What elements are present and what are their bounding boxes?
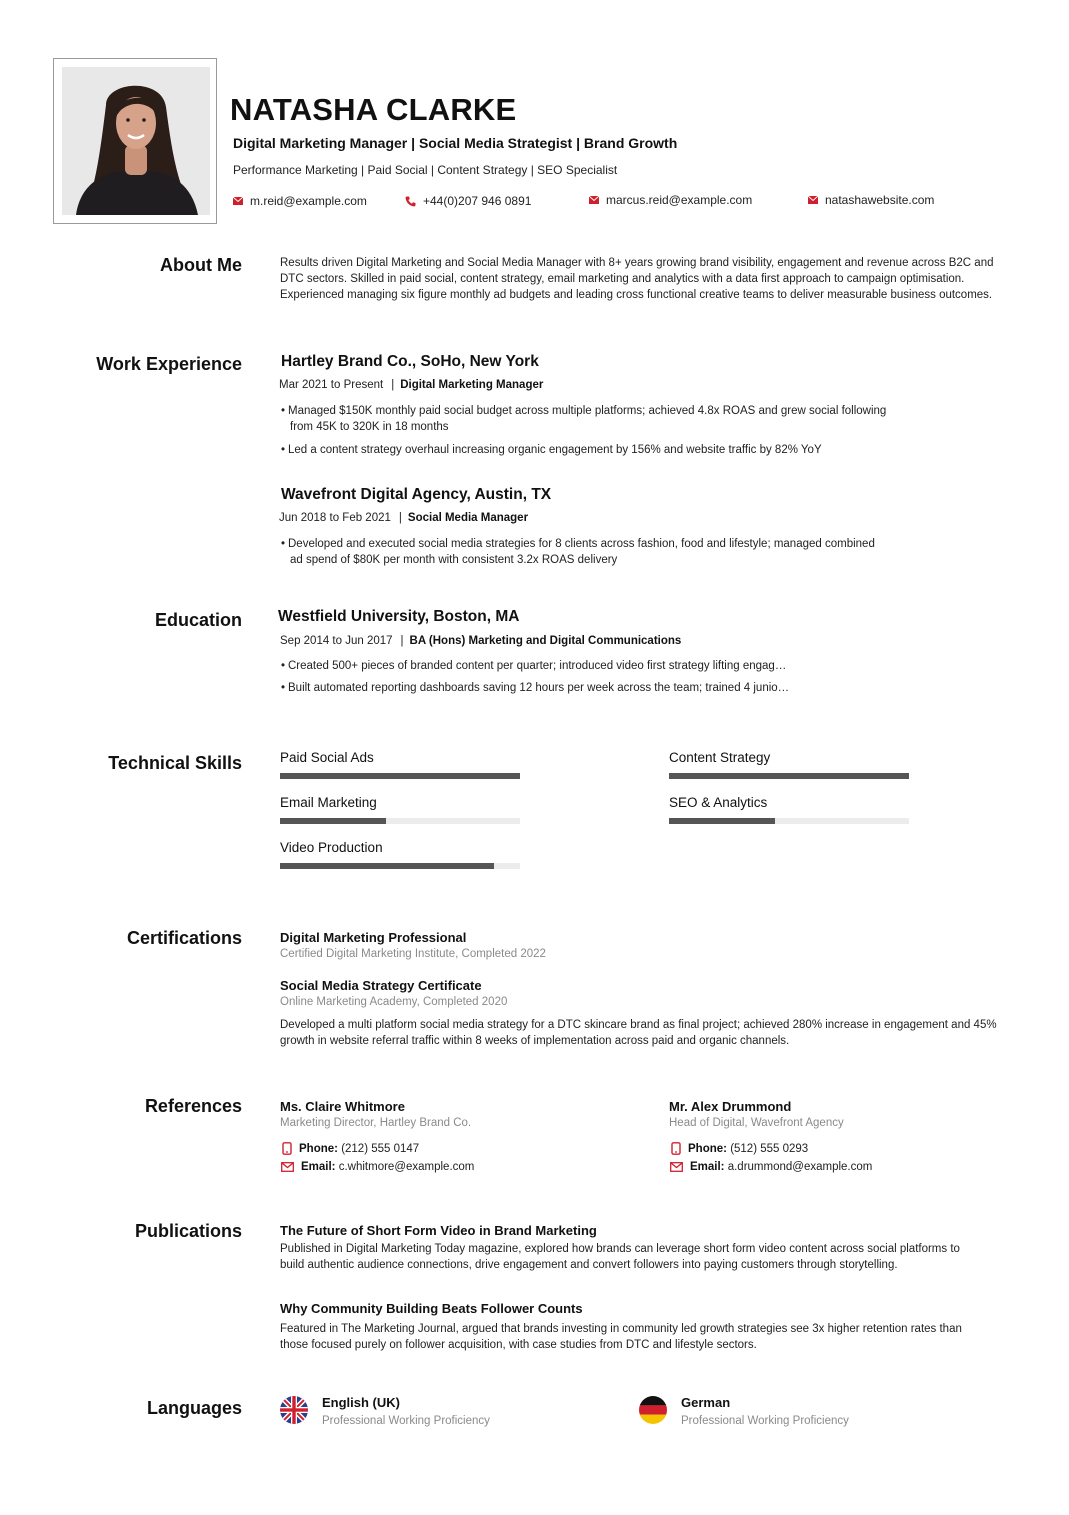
job-company: Wavefront Digital Agency, Austin, TX xyxy=(281,486,552,503)
contact-phone[interactable] xyxy=(405,194,531,208)
about-text: Results driven Digital Marketing and Social Media Manager with 8+ years growing brand visibility, engagement and revenue across B2C and DTC sectors. Skilled in paid social, content strategy, email marketing and analytics with a data first approach to campaign optimisation. Experienced managing six figure monthly ad budgets and leading cross functional creative teams to deliver measurable business outcomes. xyxy=(280,257,994,301)
germany-flag-icon xyxy=(639,1396,667,1424)
reference-name: Mr. Alex Drummond xyxy=(669,1099,792,1114)
skill-bar xyxy=(669,818,909,824)
skill-label: Content Strategy xyxy=(669,750,771,765)
job-role: Digital Marketing Manager xyxy=(400,379,544,391)
reference-phone[interactable]: Phone: (512) 555 0293 xyxy=(671,1142,808,1155)
profile-photo xyxy=(62,67,210,215)
section-title-education: Education xyxy=(154,610,242,630)
job-bullet: • Developed and executed social media strategies for 8 clients across fashion, food and lifestyle; managed combined ad spend of $80K per month with consistent 3.2x ROAS delivery xyxy=(281,538,875,566)
section-title-experience: Work Experience xyxy=(96,354,242,374)
education-bullet: • Built automated reporting dashboards saving 12 hours per week across the team; trained 4 junio… xyxy=(281,682,790,694)
publication-summary: Featured in The Marketing Journal, argued that brands investing in community led growth strategies see 3x higher retention rates than those focused purely on follower acquisition, with case studies from DTC and lifestyle sectors. xyxy=(280,1323,962,1351)
section-title-about: About Me xyxy=(160,255,242,275)
reference-role: Marketing Director, Hartley Brand Co. xyxy=(280,1117,472,1129)
education-degree: BA (Hons) Marketing and Digital Communications xyxy=(409,635,682,647)
candidate-name: NATASHA CLARKE xyxy=(230,92,517,127)
education-dates: Sep 2014 to Jun 2017 xyxy=(280,635,393,647)
language-name: English (UK) xyxy=(322,1395,400,1410)
reference-role: Head of Digital, Wavefront Agency xyxy=(669,1117,844,1129)
publication-summary: Published in Digital Marketing Today magazine, explored how brands can leverage short form video content across social platforms to build authentic audience connections, drive engagement and convert followers into paying customers through storytelling. xyxy=(280,1243,960,1271)
envelope-outline-icon xyxy=(670,1162,683,1172)
contact-email-1-text: m.reid@example.com xyxy=(250,194,367,208)
skill-bar xyxy=(280,863,520,869)
job-meta: Jun 2018 to Feb 2021 | Social Media Manager xyxy=(279,512,529,524)
language-level: Professional Working Proficiency xyxy=(322,1415,490,1427)
envelope-outline-icon xyxy=(281,1162,294,1172)
cert-note: Developed a multi platform social media strategy for a DTC skincare brand as final project; achieved 280% increase in engagement and 45% growth in website referral traffic within 8 weeks of implementation across paid and organic channels. xyxy=(280,1019,997,1047)
skill-label: Paid Social Ads xyxy=(280,750,374,765)
reference-email[interactable]: Email: c.whitmore@example.com xyxy=(281,1161,474,1173)
contact-website[interactable] xyxy=(808,193,934,207)
specialties-line: Performance Marketing | Paid Social | Content Strategy | SEO Specialist xyxy=(233,163,618,177)
mobile-phone-icon xyxy=(671,1142,681,1155)
phone-icon xyxy=(405,196,416,207)
reference-email[interactable]: Email: a.drummond@example.com xyxy=(670,1161,872,1173)
envelope-icon xyxy=(233,197,243,205)
contact-email-1[interactable] xyxy=(233,194,367,208)
contact-website-text: natashawebsite.com xyxy=(825,193,935,207)
section-title-references: References xyxy=(144,1096,242,1116)
mobile-phone-icon xyxy=(282,1142,292,1155)
job-dates: Jun 2018 to Feb 2021 xyxy=(279,512,391,524)
reference-phone[interactable]: Phone: (212) 555 0147 xyxy=(282,1142,419,1155)
language-name: German xyxy=(681,1395,731,1410)
job-dates: Mar 2021 to Present xyxy=(279,379,384,391)
cert-issuer: Online Marketing Academy, Completed 2020 xyxy=(280,996,508,1008)
education-school: Westfield University, Boston, MA xyxy=(278,608,520,625)
contact-email-2-text: marcus.reid@example.com xyxy=(606,193,753,207)
section-title-publications: Publications xyxy=(134,1221,242,1241)
cert-title: Social Media Strategy Certificate xyxy=(280,978,482,993)
section-title-skills: Technical Skills xyxy=(108,753,242,773)
cert-title: Digital Marketing Professional xyxy=(280,930,467,945)
skill-bar xyxy=(280,818,520,824)
envelope-icon xyxy=(808,196,818,204)
uk-flag-icon xyxy=(280,1396,308,1424)
job-bullet: • Managed $150K monthly paid social budget across multiple platforms; achieved 4.8x ROAS and grew social following from 45K to 320K in 18 months xyxy=(281,405,887,433)
contact-phone-text: +44(0)207 946 0891 xyxy=(423,194,532,208)
skill-label: Email Marketing xyxy=(280,795,377,810)
reference-name: Ms. Claire Whitmore xyxy=(280,1099,405,1114)
education-bullet: • Created 500+ pieces of branded content per quarter; introduced video first strategy lifting engag… xyxy=(281,660,787,672)
language-level: Professional Working Proficiency xyxy=(681,1415,849,1427)
job-company: Hartley Brand Co., SoHo, New York xyxy=(281,353,539,370)
contact-email-2[interactable] xyxy=(589,193,752,207)
skill-bar xyxy=(669,773,909,779)
publication-title: The Future of Short Form Video in Brand Marketing xyxy=(280,1223,597,1238)
skill-label: SEO & Analytics xyxy=(669,795,768,810)
cert-issuer: Certified Digital Marketing Institute, Completed 2022 xyxy=(280,948,546,960)
skill-bar xyxy=(280,773,520,779)
job-bullet: • Led a content strategy overhaul increasing organic engagement by 156% and website traffic by 82% YoY xyxy=(281,444,822,456)
profile-photo-frame xyxy=(53,58,217,224)
skill-label: Video Production xyxy=(280,840,383,855)
job-meta: Mar 2021 to Present | Digital Marketing Manager xyxy=(279,379,544,391)
envelope-icon xyxy=(589,196,599,204)
headline: Digital Marketing Manager | Social Media Strategist | Brand Growth xyxy=(233,135,678,151)
education-meta: Sep 2014 to Jun 2017 | BA (Hons) Marketing and Digital Communications xyxy=(280,635,682,647)
section-title-languages: Languages xyxy=(146,1398,242,1418)
section-title-certifications: Certifications xyxy=(126,928,242,948)
job-role: Social Media Manager xyxy=(407,512,529,524)
publication-title: Why Community Building Beats Follower Counts xyxy=(280,1301,583,1316)
